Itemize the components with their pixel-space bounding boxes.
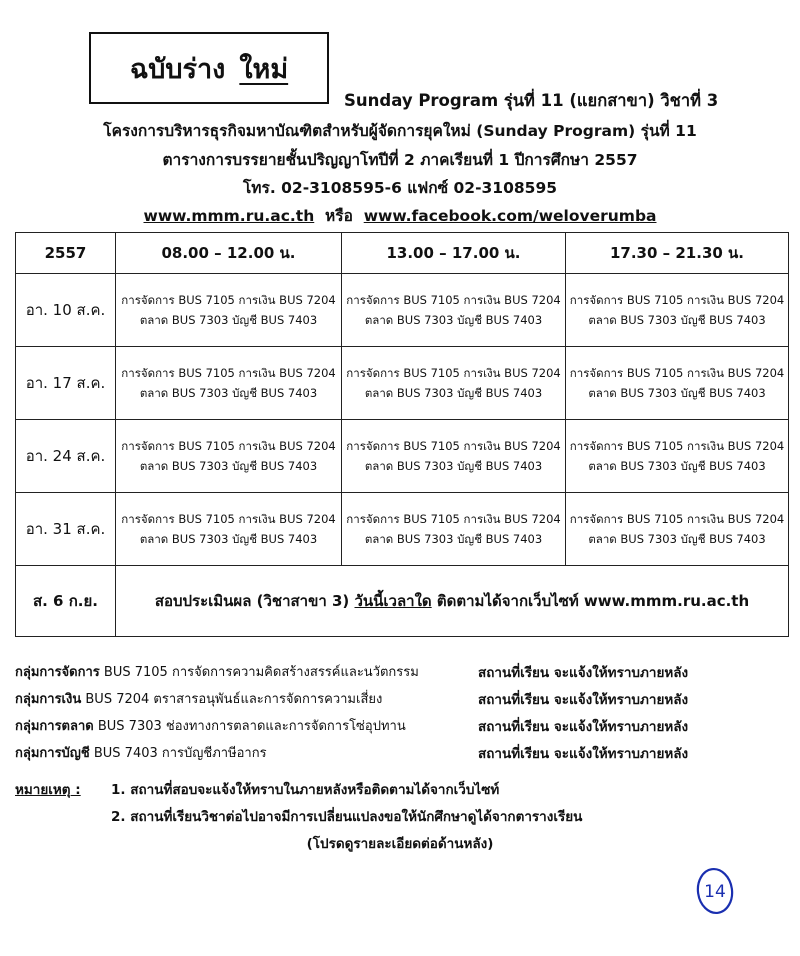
group-description: BUS 7303 ช่องทางการตลาดและการจัดการโซ่อุปทาน [93,719,406,734]
course-line: ตลาด BUS 7303 บัญชี BUS 7403 [588,459,766,473]
course-line: ตลาด BUS 7303 บัญชี BUS 7403 [139,386,318,400]
handwritten-page-number [694,866,736,916]
course-line: ตลาด BUS 7303 บัญชี BUS 7403 [588,313,766,327]
course-line: ตลาด BUS 7303 บัญชี BUS 7403 [364,313,543,327]
note-row [15,775,582,802]
course-line: การจัดการ BUS 7105 การเงิน BUS 7204 [346,512,561,526]
course-line: การจัดการ BUS 7105 การเงิน BUS 7204 [121,439,336,453]
notes-label [15,778,111,800]
course-cell [566,493,789,566]
group-name: กลุ่มการเงิน [15,692,82,707]
note-item: 1. สถานที่สอบจะแจ้งให้ทราบในภายหลังหรือติดตามได้จากเว็บไซท์ [111,781,500,798]
exam-time-note: วันนี้เวลาใด [354,592,432,610]
course-cell [116,493,342,566]
date-cell: อา. 10 ส.ค. [16,274,116,347]
draft-label: ฉบับร่าง [129,53,226,85]
course-cell [566,347,789,420]
list-item [15,712,790,739]
table-row [16,274,789,347]
group-name: กลุ่มการจัดการ [15,665,100,680]
year-header: 2557 [16,233,116,274]
group-description: BUS 7105 การจัดการความคิดสร้างสรรค์และนวัตกรรม [99,665,419,680]
group-location: สถานที่เรียน จะแจ้งให้ทราบภายหลัง [478,691,689,708]
table-row [16,420,789,493]
course-cell [116,420,342,493]
table-header-row [16,233,789,274]
course-line: การจัดการ BUS 7105 การเงิน BUS 7204 [121,512,336,526]
schedule-table [15,232,789,637]
facebook-link[interactable]: www.facebook.com/weloverumba [363,207,657,225]
course-line: ตลาด BUS 7303 บัญชี BUS 7403 [588,386,766,400]
draft-stamp [89,32,329,104]
exam-date-cell: ส. 6 ก.ย. [16,566,116,637]
course-cell [566,274,789,347]
course-line: การจัดการ BUS 7105 การเงิน BUS 7204 [346,293,561,307]
group-description: BUS 7403 การบัญชีภาษีอากร [89,746,267,761]
group-location: สถานที่เรียน จะแจ้งให้ทราบภายหลัง [478,664,689,681]
schedule-line: ตารางการบรรยายชั้นปริญญาโทปีที่ 2 ภาคเรียนที่ 1 ปีการศึกษา 2557 [162,151,638,169]
page-number-text: 14 [704,882,726,902]
group-location: สถานที่เรียน จะแจ้งให้ทราบภายหลัง [478,718,689,735]
group-name: กลุ่มการบัญชี [15,746,90,761]
draft-new-label: ใหม่ [239,53,289,85]
group-location: สถานที่เรียน จะแจ้งให้ทราบภายหลัง [478,745,689,762]
slot-header: 08.00 – 12.00 น. [116,233,342,274]
note-row [15,802,582,829]
notes-section [15,775,582,829]
date-cell: อา. 31 ส.ค. [16,493,116,566]
course-line: การจัดการ BUS 7105 การเงิน BUS 7204 [121,366,336,380]
course-cell [116,347,342,420]
course-line: การจัดการ BUS 7105 การเงิน BUS 7204 [569,293,785,307]
slot-header: 13.00 – 17.00 น. [342,233,566,274]
exam-follow-text: ติดตามได้จากเว็บไซท์ www.mmm.ru.ac.th [436,592,750,610]
course-cell [342,420,566,493]
course-line: การจัดการ BUS 7105 การเงิน BUS 7204 [569,512,785,526]
course-line: ตลาด BUS 7303 บัญชี BUS 7403 [139,532,318,546]
exam-title: สอบประเมินผล (วิชาสาขา 3) [154,592,350,610]
list-item [15,658,790,685]
notes-label-text: หมายเหตุ [15,781,71,798]
contact-line: โทร. 02-3108595-6 แฟกซ์ 02-3108595 [242,179,558,197]
course-line: การจัดการ BUS 7105 การเงิน BUS 7204 [569,439,785,453]
course-line: การจัดการ BUS 7105 การเงิน BUS 7204 [346,439,561,453]
course-line: การจัดการ BUS 7105 การเงิน BUS 7204 [346,366,561,380]
course-line: ตลาด BUS 7303 บัญชี BUS 7403 [139,313,318,327]
see-back-note: (โปรดดูรายละเอียดต่อด้านหลัง) [306,836,494,852]
web-line [0,203,800,228]
course-line: ตลาด BUS 7303 บัญชี BUS 7403 [139,459,318,473]
table-row [16,493,789,566]
group-description: BUS 7204 ตราสารอนุพันธ์และการจัดการความเสี่ยง [81,692,383,707]
web-or-text: หรือ [325,207,353,225]
program-line: Sunday Program รุ่นที่ 11 (แยกสาขา) วิชาที่ 3 [344,91,719,110]
course-cell [116,274,342,347]
project-line: โครงการบริหารธุรกิจมหาบัณฑิตสำหรับผู้จัดการยุคใหม่ (Sunday Program) รุ่นที่ 11 [103,122,697,140]
website-link[interactable]: www.mmm.ru.ac.th [143,207,315,225]
date-cell: อา. 24 ส.ค. [16,420,116,493]
course-group-list [15,658,790,766]
course-line: การจัดการ BUS 7105 การเงิน BUS 7204 [121,293,336,307]
exam-row [16,566,789,637]
slot-header: 17.30 – 21.30 น. [566,233,789,274]
course-line: ตลาด BUS 7303 บัญชี BUS 7403 [588,532,766,546]
course-line: ตลาด BUS 7303 บัญชี BUS 7403 [364,386,543,400]
course-cell [342,493,566,566]
date-cell: อา. 17 ส.ค. [16,347,116,420]
table-row [16,347,789,420]
notes-colon: : [70,781,81,798]
group-name: กลุ่มการตลาด [15,719,94,734]
course-cell [342,347,566,420]
exam-info-cell [116,566,789,637]
course-cell [342,274,566,347]
note-item: 2. สถานที่เรียนวิชาต่อไปอาจมีการเปลี่ยนแปลงขอให้นักศึกษาดูได้จากตารางเรียน [111,808,583,825]
list-item [15,685,790,712]
course-cell [566,420,789,493]
course-line: ตลาด BUS 7303 บัญชี BUS 7403 [364,459,543,473]
course-line: ตลาด BUS 7303 บัญชี BUS 7403 [364,532,543,546]
list-item [15,739,790,766]
course-line: การจัดการ BUS 7105 การเงิน BUS 7204 [569,366,785,380]
